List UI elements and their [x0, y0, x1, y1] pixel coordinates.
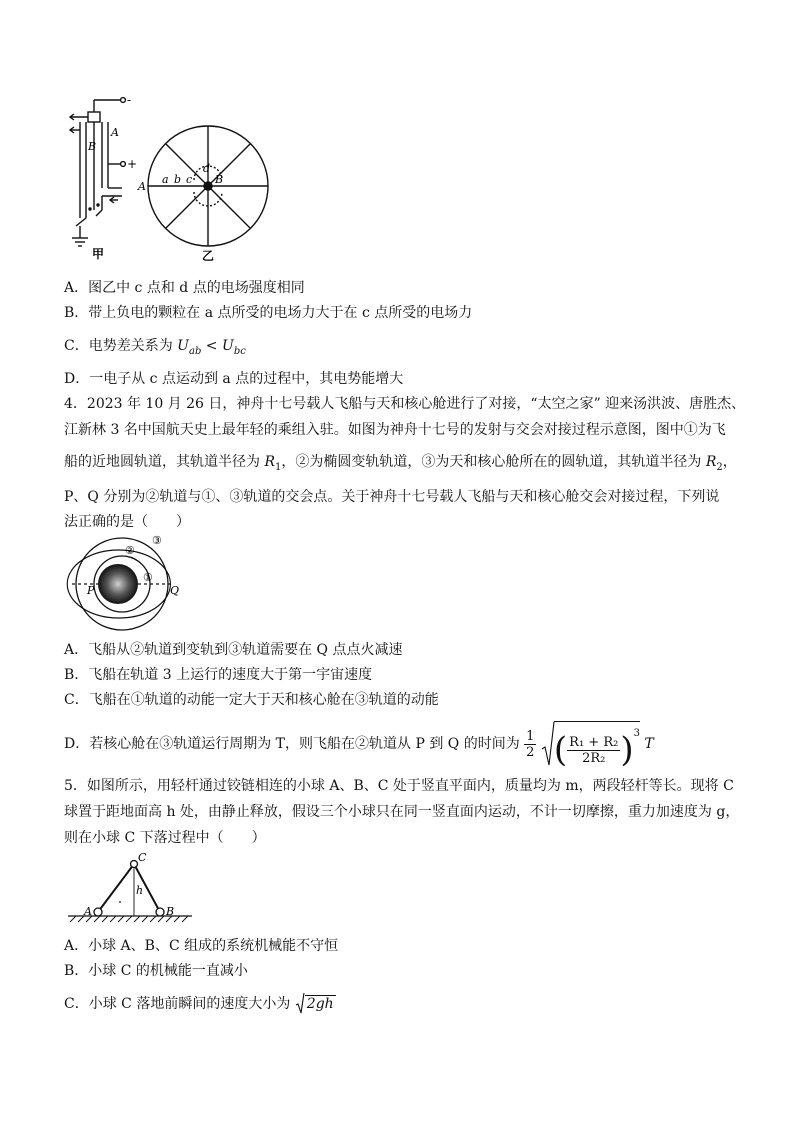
q4-option-c: C．飞船在①轨道的动能一定大于天和核心舱在③轨道的动能 [64, 692, 439, 708]
q4-option-b: B．飞船在轨道 3 上运行的速度大于第一宇宙速度 [64, 667, 373, 683]
q5-stem-line-2: 球置于距地面高 h 处，由静止释放，假设三个小球只在同一竖直面内运动，不计一切摩擦，重力加速度为 g， [64, 804, 740, 820]
label-c: c [186, 173, 193, 186]
q4-stem-line-4: P、Q 分别为②轨道与①、③轨道的交会点。关于神舟十七号载人飞船与天和核心舱交会对接过程，下列说 [64, 489, 720, 505]
ball-A [94, 908, 102, 916]
fraction-r: $\frac{\text{R₁ + R₂}}{\text{2R₂}}$ [569, 734, 619, 766]
fraction-half: $\frac{1}{2}$ [526, 728, 535, 760]
label-h: h [136, 884, 144, 897]
q3-option-c [64, 336, 246, 362]
figure-label-jia: 甲 [92, 247, 105, 261]
minus-terminal-label: - [127, 93, 132, 107]
q3-option-c-text: C．电势差关系为 [64, 338, 178, 354]
figure-label-yi: 乙 [202, 249, 215, 263]
figure-jia [70, 98, 125, 246]
label-d: d [203, 162, 211, 175]
ball-B [156, 908, 164, 916]
point-label-Q: Q [170, 584, 180, 597]
figure-hinged-balls [64, 852, 194, 924]
label-A: A [84, 905, 92, 918]
plus-terminal-label: + [127, 157, 138, 171]
q4-stem-line-5: 法正确的是（ ） [64, 514, 190, 530]
q3-option-c-U2: U [222, 338, 234, 354]
orbit-label-1: ① [143, 571, 153, 584]
orbit-label-2: ② [125, 544, 135, 557]
q3-option-c-sub-bc: bc [233, 345, 246, 357]
label-a: a [162, 173, 169, 186]
earth-icon [98, 564, 138, 604]
q5-option-c-text: C．小球 C 落地前瞬间的速度大小为 [64, 996, 295, 1012]
sqrt-sign-icon [541, 721, 555, 767]
point-label-P: P [87, 584, 95, 597]
label-B-yi: B [215, 173, 224, 186]
sqrt-body: ( $\frac{\text{R₁ + R₂}}{\text{2R₂}}$ )$^3$ [554, 721, 640, 767]
label-B: B [166, 905, 175, 918]
q3-option-c-lt: < [201, 338, 222, 354]
figure-yi [148, 126, 268, 246]
q3-option-a: A．图乙中 c 点和 d 点的电场强度相同 [64, 280, 305, 296]
q4-option-a: A．飞船从②轨道到变轨到③轨道需要在 Q 点点火减速 [64, 642, 403, 658]
q4-stem-line-3: 船的近地圆轨道，其轨道半径为 $R_1$，②为椭圆变轨轨道，③为天和核心舱所在的圆轨道，其轨道半径为 $R_2$， [64, 454, 737, 473]
q5-option-a: A．小球 A、B、C 组成的系统机械能不守恒 [64, 938, 339, 954]
q5-stem-line-3: 则在小球 C 下落过程中（ ） [64, 830, 266, 846]
q5-option-c [64, 992, 336, 1014]
sqrt-sign-icon [295, 992, 305, 1014]
q4-option-d: D．若核心舱在③轨道运行周期为 T，则飞船在②轨道从 P 到 Q 的时间为 $\frac{1}{2}$ ( $\frac{\text{R₁ + R₂}}{\text{2R₂}}$ )$^3$ T [64, 720, 654, 768]
q3-option-c-sub-ab: ab [188, 345, 202, 357]
q3-option-c-U1: U [177, 338, 189, 354]
figure-precipitator [62, 92, 322, 264]
q4-stem-line-2: 江新林 3 名中国航天史上最年轻的乘组入驻。如图为神舟十七号的发射与交会对接过程示意图，图中①为飞 [64, 422, 726, 438]
label-b: b [174, 173, 182, 186]
q3-option-d: D．一电子从 c 点运动到 a 点的过程中，其电势能增大 [64, 371, 404, 387]
q5-option-c-radicand: 2gh [306, 996, 334, 1012]
label-C: C [138, 852, 147, 864]
figure-orbits [62, 534, 182, 634]
orbit-label-3: ③ [152, 534, 162, 547]
label-B-jia: B [88, 140, 97, 153]
label-A-jia: A [111, 126, 119, 139]
label-A-yi: A [138, 180, 146, 193]
q4-option-d-text: D．若核心舱在③轨道运行周期为 T，则飞船在②轨道从 P 到 Q 的时间为 [64, 736, 520, 752]
q3-option-b: B．带上负电的颗粒在 a 点所受的电场力大于在 c 点所受的电场力 [64, 305, 473, 321]
q5-stem-line-1: 5．如图所示，用轻杆通过铰链相连的小球 A、B、C 处于竖直平面内，质量均为 m，两段轻杆等长。现将 C [64, 778, 734, 794]
ball-C [131, 861, 138, 868]
q4-stem-line-1: 4．2023 年 10 月 26 日，神舟十七号载人飞船与天和核心舱进行了对接，“太空之家” 迎来汤洪波、唐胜杰、 [64, 396, 746, 412]
q5-option-b: B．小球 C 的机械能一直减小 [64, 963, 248, 979]
